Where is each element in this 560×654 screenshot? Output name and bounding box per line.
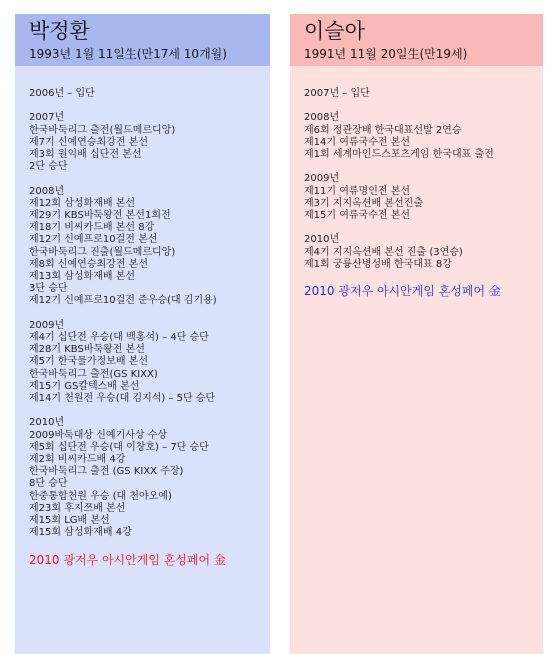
career-section	[29, 320, 270, 405]
year-heading: 2006년 – 입단	[29, 88, 95, 99]
career-item: 한국바둑리그 진출(월드메르디앙)	[29, 246, 176, 258]
career-item: 제2회 비씨카드배 4강	[29, 454, 126, 466]
career-item: 제12기 신예프로10걸전 준우승(대 김기용)	[29, 295, 217, 307]
player-birth-right: 1991년 11월 20일生(만19세)	[304, 47, 468, 61]
career-section	[29, 186, 270, 308]
year-heading: 2008년	[304, 112, 340, 124]
career-item: 제6회 정관장배 한국대표선발 2연승	[304, 124, 462, 136]
career-item: 제12기 신예프로10걸전 본선	[29, 234, 158, 246]
career-item: 제15기 GS칼텍스배 본선	[29, 380, 140, 392]
career-item: 제14기 천원전 우승(대 김지석) – 5단 승단	[29, 393, 216, 405]
career-item: 제13회 삼성화재배 본선	[29, 271, 136, 283]
medal-text-right: 2010 광저우 아시안게임 혼성페어 金	[304, 284, 501, 299]
career-section	[29, 417, 270, 539]
year-heading: 2007년	[29, 112, 65, 124]
player-name-left: 박정환	[29, 19, 90, 43]
career-list-left	[15, 66, 270, 568]
career-section	[29, 88, 270, 100]
career-item: 제15회 LG배 본선	[29, 515, 110, 527]
year-heading: 2008년	[29, 185, 65, 197]
career-item: 3단 승단	[29, 283, 68, 295]
career-item: 한국바둑리그 출전(월드메르디앙)	[29, 124, 176, 136]
career-item: 한중통합천원 우승 (대 천야오예)	[29, 490, 172, 502]
career-item: 제1회 세계마인드스포츠게임 한국대표 출전	[304, 149, 494, 160]
career-item: 제7기 신예연승최강전 본선	[29, 136, 148, 148]
career-item: 2단 승단	[29, 161, 68, 173]
career-item: 제15회 삼성화재배 4강	[29, 527, 132, 539]
career-item: 제12회 삼성화재배 본선	[29, 197, 136, 209]
year-heading: 2009년	[29, 319, 65, 331]
career-item: 제14기 여류국수전 본선	[304, 136, 411, 148]
player-birth-left: 1993년 1월 11일生(만17세 10개월)	[29, 47, 227, 61]
career-item: 제15기 여류국수전 본선	[304, 210, 411, 221]
career-item: 한국바둑리그 출전 (GS KIXX 주장)	[29, 466, 184, 478]
career-item: 제5회 십단전 우승(대 이창호) – 7단 승단	[29, 441, 209, 453]
player-name-right: 이슬아	[304, 19, 365, 43]
medal-text-left: 2010 광저우 아시안게임 혼성페어 金	[29, 552, 226, 567]
year-heading: 2010년	[304, 234, 340, 246]
career-item: 한국바둑리그 출전(GS KIXX)	[29, 368, 158, 380]
career-section	[304, 88, 543, 100]
career-section	[29, 112, 270, 173]
career-item: 제18기 비씨카드배 본선 8강	[29, 222, 155, 234]
career-list-right	[290, 66, 543, 299]
career-item: 제5기 한국물가정보배 본선	[29, 356, 148, 368]
year-heading: 2010년	[29, 417, 65, 429]
career-section	[304, 234, 543, 271]
player-panel-right	[290, 14, 543, 654]
career-section	[304, 112, 543, 161]
career-item: 제8회 신예연승최강전 본선	[29, 258, 148, 270]
career-item: 제28기 KBS바둑왕전 본선	[29, 344, 145, 356]
career-section	[304, 173, 543, 222]
career-item: 제3기 지지옥션배 본선진출	[304, 197, 423, 209]
year-heading: 2009년	[304, 173, 340, 185]
career-item: 제3회 원익배 십단전 본선	[29, 149, 142, 160]
career-item: 제1회 궁륭산병성배 한국대표 8강	[304, 258, 452, 270]
career-item: 제23회 후지쯔배 본선	[29, 502, 126, 514]
career-item: 제4기 십단전 우승(대 백홍석) – 4단 승단	[29, 332, 209, 344]
year-heading: 2007년 – 입단	[304, 88, 370, 99]
player-panel-left	[15, 14, 270, 654]
player-header-left	[15, 14, 270, 66]
career-item: 제29기 KBS바둑왕전 본선1회전	[29, 210, 171, 221]
career-item: 제11기 여류명인전 본선	[304, 185, 411, 197]
player-header-right	[290, 14, 543, 66]
career-item: 제4기 지지옥션배 본선 진출 (3연승)	[304, 246, 463, 258]
career-item: 2009바둑대상 신예기사상 수상	[29, 429, 168, 441]
career-item: 8단 승단	[29, 478, 68, 490]
